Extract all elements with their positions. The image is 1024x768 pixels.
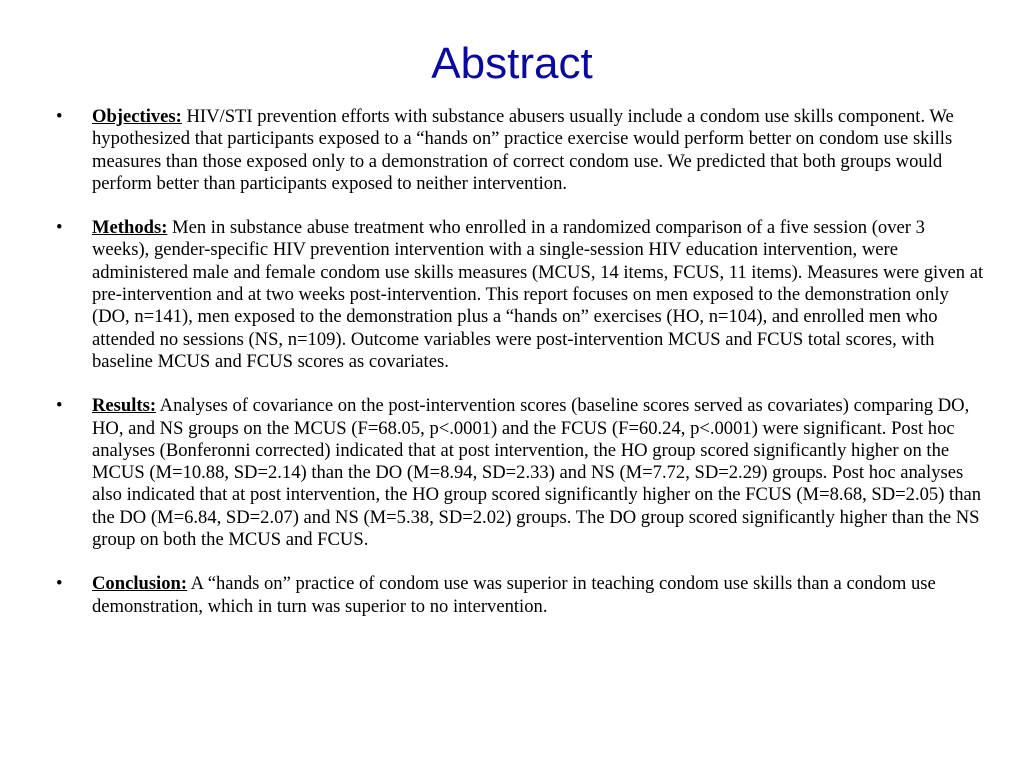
bullet-icon: • — [56, 106, 63, 127]
methods-label: Methods: — [92, 217, 168, 239]
slide-title: Abstract — [431, 39, 593, 88]
conclusion-label: Conclusion: — [92, 573, 188, 595]
methods-item — [56, 217, 986, 373]
conclusion-text: A “hands on” practice of condom use was superior in teaching condom use skills than a condom use demonstration, which in turn was superior to no intervention. — [92, 573, 936, 617]
results-item — [56, 395, 986, 551]
abstract-body — [56, 106, 986, 640]
bullet-icon: • — [56, 217, 63, 239]
objectives-label: Objectives: — [92, 106, 182, 127]
conclusion-item — [56, 573, 986, 618]
objectives-text: HIV/STI prevention efforts with substance abusers usually include a condom use skills component. We hypothesized that participants exposed to a “hands on” practice exercise would perform better on condom use skills measures than those exposed only to a demonstration of correct condom use. We predicted that both groups would perform better than participants exposed to neither intervention. — [92, 106, 954, 194]
results-text: Analyses of covariance on the post-intervention scores (baseline scores served as covariates) comparing DO, HO, and NS groups on the MCUS (F=68.05, p<.0001) and the FCUS (F=60.24, p<.0001) were significant. Post hoc analyses (Bonferonni corrected) indicated that at post intervention, the HO group scored significantly higher on the MCUS (M=10.88, SD=2.14) than the DO (M=8.94, SD=2.33) and NS (M=7.72, SD=2.29) groups. Post hoc analyses also indicated that at post intervention, the HO group scored significantly higher on the FCUS (M=8.68, SD=2.05) than the DO (M=6.84, SD=2.07) and NS (M=5.38, SD=2.02) groups. The DO group scored significantly higher than the NS group on both the MCUS and FCUS. — [92, 395, 982, 551]
methods-text: Men in substance abuse treatment who enrolled in a randomized comparison of a five session (over 3 weeks), gender-specific HIV prevention intervention with a single-session HIV education intervention, were administered male and female condom use skills measures (MCUS, 14 items, FCUS, 11 items). Measures were given at pre-intervention and at two weeks post-intervention. This report focuses on men exposed to the demonstration only (DO, n=141), men exposed to the demonstration plus a “hands on” exercises (HO, n=104), and enrolled men who attended no sessions (NS, n=109). Outcome variables were post-intervention MCUS and FCUS total scores, with baseline MCUS and FCUS scores as covariates. — [92, 217, 984, 372]
bullet-icon: • — [56, 573, 63, 595]
objectives-item — [56, 106, 986, 195]
results-label: Results: — [92, 395, 157, 417]
bullet-icon: • — [56, 395, 63, 417]
